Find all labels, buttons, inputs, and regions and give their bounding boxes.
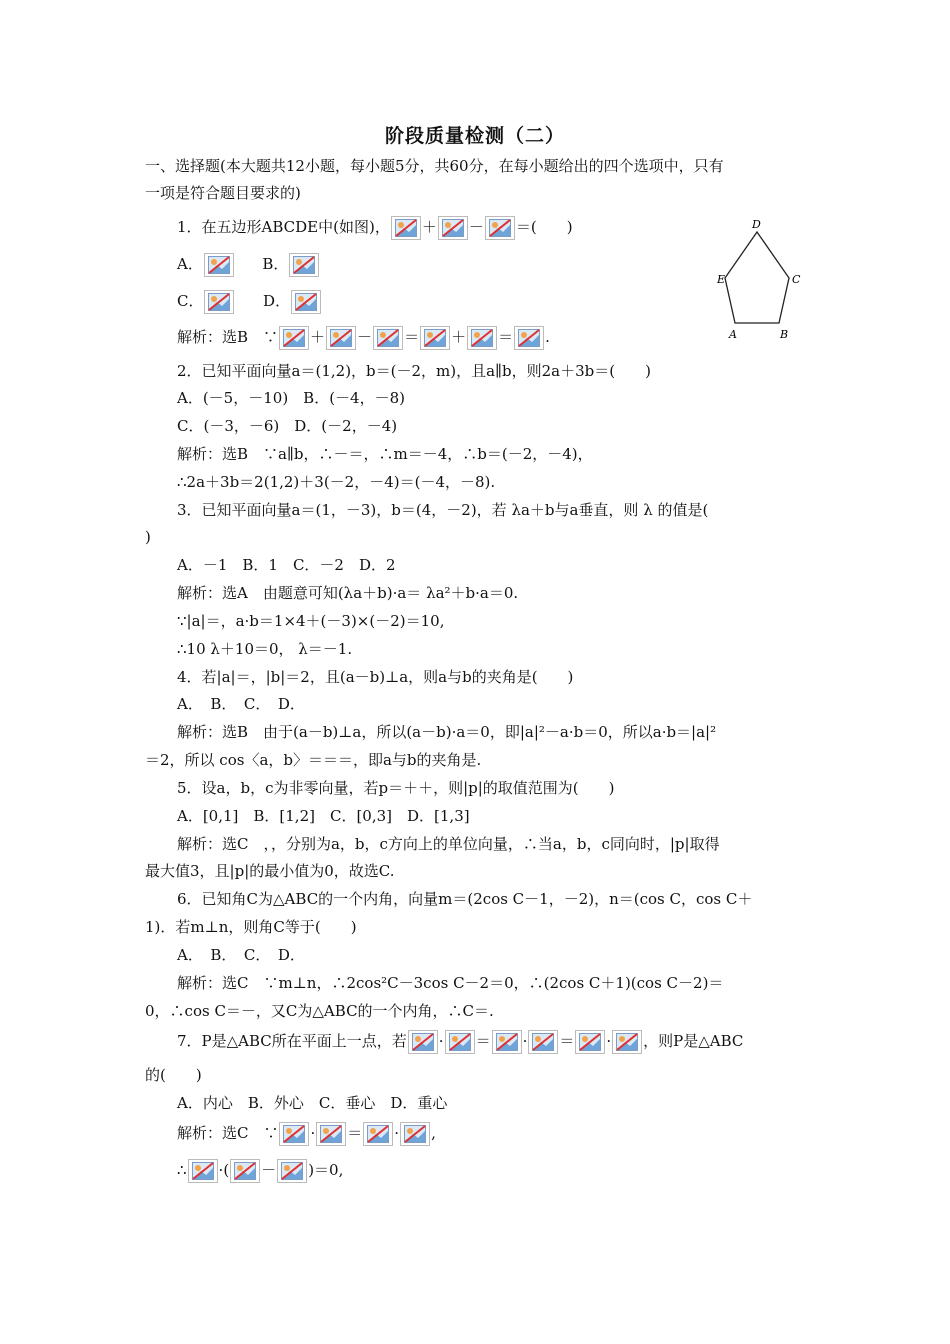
vector-image-icon [528, 1030, 558, 1054]
q1-options-cd: C． D． [177, 290, 322, 314]
q3-solution: 解析：选A 由题意可知(λa＋b)·a＝ λa²＋b·a＝0. [177, 584, 519, 602]
page-title: 阶段质量检测（二） [384, 125, 565, 147]
q6-solution-cont: 0，∴cos C＝－，又C为△ABC的一个内角，∴C＝. [145, 1002, 494, 1020]
q1-options-ab: A． B． [177, 253, 320, 277]
vector-image-icon [363, 1122, 393, 1146]
pentagon-figure [715, 215, 815, 345]
q4-stem: 4．若|a|＝，|b|＝2，且(a－b)⊥a，则a与b的夹角是( ) [177, 668, 574, 686]
vector-image-icon [289, 253, 319, 277]
q6-options: A． B． C． D． [177, 946, 305, 964]
q6-stem: 6．已知角C为△ABC的一个内角，向量m＝(2cos C－1，－2)，n＝(cos C，cos C＋ [177, 890, 753, 908]
vector-image-icon [230, 1159, 260, 1183]
vertex-label-b: B [780, 328, 789, 341]
vector-image-icon [438, 216, 468, 240]
vector-image-icon [485, 216, 515, 240]
q2-options-ab: A．(－5，－10) B．(－4，－8) [177, 389, 405, 407]
vector-image-icon [467, 326, 497, 350]
q1-stem: 1．在五边形ABCDE中(如图)， ＋ － ＝( ) [177, 216, 573, 240]
vector-image-icon [291, 290, 321, 314]
q3-options: A．－1 B．1 C．－2 D．2 [177, 556, 396, 574]
vector-image-icon [277, 1159, 307, 1183]
q7-solution: 解析：选C ∵ · ＝ · , [177, 1122, 436, 1146]
vertex-label-a: A [729, 328, 737, 341]
vector-image-icon [575, 1030, 605, 1054]
q2-solution-cont: ∴2a＋3b＝2(1,2)＋3(－2，－4)＝(－4，－8). [177, 473, 496, 491]
q3-solution-3: ∴10 λ＋10＝0， λ＝－1. [177, 640, 353, 658]
q4-options: A． B． C． D． [177, 695, 305, 713]
q6-stem-cont: 1)．若m⊥n，则角C等于( ) [145, 918, 357, 936]
q5-solution: 解析：选C ，，分别为a，b，c方向上的单位向量，∴当a，b，c同向时，|p|取得 [177, 835, 720, 853]
vector-image-icon [612, 1030, 642, 1054]
q2-stem: 2．已知平面向量a＝(1,2)，b＝(－2，m)，且a∥b，则2a＋3b＝( ) [177, 362, 651, 380]
vector-image-icon [373, 326, 403, 350]
vector-image-icon [204, 253, 234, 277]
vector-image-icon [204, 290, 234, 314]
q2-solution: 解析：选B ∵a∥b，∴－＝，∴m＝－4，∴b＝(－2，－4)， [177, 445, 593, 463]
q7-solution-cont: ∴ ·( － )＝0, [177, 1159, 343, 1183]
vector-image-icon [420, 326, 450, 350]
section-heading-cont: 一项是符合题目要求的) [145, 184, 301, 202]
vector-image-icon [408, 1030, 438, 1054]
vector-image-icon [391, 216, 421, 240]
vector-image-icon [400, 1122, 430, 1146]
q2-options-cd: C．(－3，－6) D．(－2，－4) [177, 417, 398, 435]
vector-image-icon [326, 326, 356, 350]
q4-solution-cont: ＝2，所以 cos〈a，b〉＝＝＝，即a与b的夹角是. [145, 751, 482, 769]
q4-solution: 解析：选B 由于(a－b)⊥a，所以(a－b)·a＝0，即|a|²－a·b＝0，所以a·b＝|a|² [177, 723, 717, 741]
q7-stem: 7．P是△ABC所在平面上一点，若 · ＝ · ＝ · ，则P是△ABC [177, 1030, 743, 1054]
vector-image-icon [188, 1159, 218, 1183]
vertex-label-d: D [752, 218, 761, 231]
q7-options: A．内心 B．外心 C．垂心 D．重心 [177, 1094, 448, 1112]
q6-solution: 解析：选C ∵m⊥n，∴2cos²C－3cos C－2＝0，∴(2cos C＋1)(cos C－2)＝ [177, 974, 724, 992]
vector-image-icon [514, 326, 544, 350]
vertex-label-e: E [717, 273, 726, 286]
vector-image-icon [279, 326, 309, 350]
section-heading: 一、选择题(本大题共12小题，每小题5分，共60分，在每小题给出的四个选项中，只有 [145, 157, 724, 175]
vector-image-icon [492, 1030, 522, 1054]
vector-image-icon [445, 1030, 475, 1054]
q7-stem-cont: 的( ) [145, 1066, 202, 1084]
vector-image-icon [316, 1122, 346, 1146]
q3-stem: 3．已知平面向量a＝(1，－3)，b＝(4，－2)，若 λa＋b与a垂直，则 λ 的值是( [177, 501, 709, 519]
q5-solution-cont: 最大值3，且|p|的最小值为0，故选C. [145, 862, 395, 880]
q3-solution-2: ∵|a|＝，a·b＝1×4＋(－3)×(－2)＝10, [177, 612, 445, 630]
q1-solution: 解析：选B ∵ ＋ － ＝ ＋ ＝ . [177, 326, 550, 350]
q3-stem-cont: ) [145, 528, 151, 546]
q5-options: A．[0,1] B．[1,2] C．[0,3] D．[1,3] [177, 807, 470, 825]
q5-stem: 5．设a，b，c为非零向量，若p＝＋＋，则|p|的取值范围为( ) [177, 779, 615, 797]
vertex-label-c: C [792, 273, 801, 286]
vector-image-icon [279, 1122, 309, 1146]
